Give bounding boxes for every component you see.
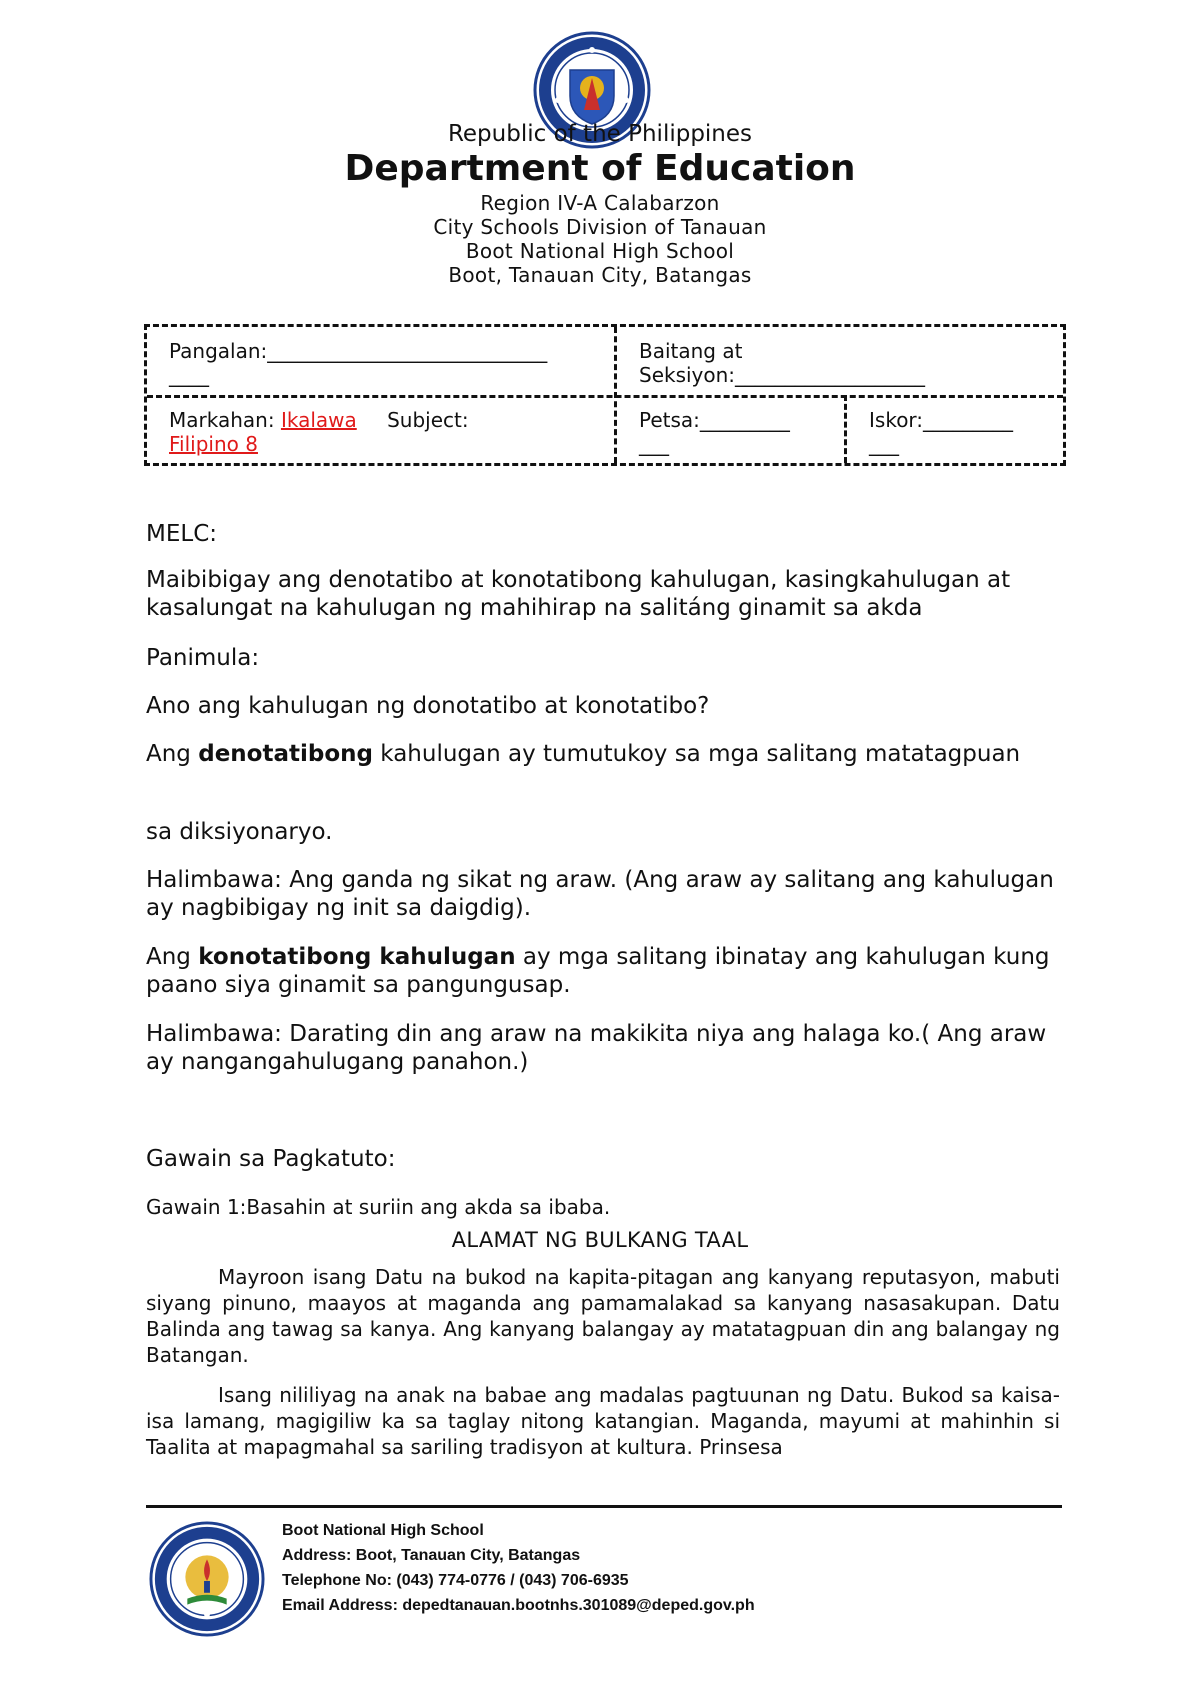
term-label: Markahan: [169, 408, 275, 432]
footer-divider [146, 1505, 1062, 1508]
name-field[interactable]: Pangalan:____________________________ ____ [169, 339, 548, 387]
date-field[interactable]: Petsa:_________ ___ [639, 408, 790, 456]
footer-address: Address: Boot, Tanauan City, Batangas [282, 1547, 581, 1564]
denotative-definition-cont: sa diksiyonaryo. [146, 819, 333, 845]
story-paragraph-2: Isang nililiyag na anak na babae ang madalas pagtuunan ng Datu. Bukod sa kaisa-isa lamang, magigiliw ka sa taglay nitong katangian. Maganda, mayumi at mahinhin si Taalita at mapagmahal sa sariling tradisyon at kultura. Prinsesa [146, 1383, 1060, 1459]
table-divider [844, 395, 847, 463]
student-info-table [144, 324, 1066, 466]
story-title: ALAMAT NG BULKANG TAAL [451, 1228, 749, 1252]
header-country: Republic of the Philippines [447, 121, 753, 147]
term-value: Ikalawa [280, 408, 357, 432]
example-1: Halimbawa: Ang ganda ng sikat ng araw. (Ang araw ay salitang ang kahulugan ay nagbibigay ng init sa daigdig). [146, 867, 1054, 921]
denotative-definition: Ang denotatibong kahulugan ay tumutukoy sa mga salitang matatagpuan [146, 741, 1021, 767]
footer-telephone: Telephone No: (043) 774-0776 / (043) 706-6935 [282, 1572, 629, 1589]
connotative-definition: Ang konotatibong kahulugan ay mga salitang ibinatay ang kahulugan kung paano siya ginamit sa pangungusap. [146, 944, 1050, 998]
name-label: Pangalan: [169, 339, 268, 363]
grade-label: Baitang at [639, 339, 743, 363]
story-paragraph-1: Mayroon isang Datu na bukod na kapita-pitagan ang kanyang reputasyon, mabuti siyang pinuno, maayos at maganda ang pamamalakad sa kanyang nasasakupan. Datu Balinda ang tawag sa kanya. Ang kanyang balangay ay matatagpuan din ang balangay ng Batangan. [146, 1265, 1060, 1367]
section-label: Seksiyon: [639, 363, 736, 387]
school-seal-icon [148, 1520, 266, 1638]
score-field[interactable]: Iskor:_________ ___ [869, 408, 1014, 456]
header-department: Department of Education [344, 148, 856, 189]
example-2: Halimbawa: Darating din ang araw na makikita niya ang halaga ko.( Ang araw ay nangangahulugang panahon.) [146, 1021, 1047, 1075]
score-label: Iskor: [869, 408, 924, 432]
header-region: Region IV-A Calabarzon [480, 191, 720, 215]
table-divider [147, 395, 1063, 398]
melc-label: MELC: [146, 521, 217, 547]
table-divider [614, 327, 617, 463]
footer-school: Boot National High School [282, 1522, 484, 1539]
subject-value: Filipino 8 [169, 432, 258, 456]
date-label: Petsa: [639, 408, 700, 432]
header-school: Boot National High School [465, 239, 735, 263]
melc-text: Maibibigay ang denotatibo at konotatibong kahulugan, kasingkahulugan at kasalungat na kahulugan ng mahihirap na salitáng ginamit sa akda [146, 567, 1011, 621]
activity-heading: Gawain sa Pagkatuto: [146, 1146, 396, 1172]
subject-label: Subject: [387, 408, 469, 432]
grade-section-field[interactable]: Baitang at Seksiyon:___________________ [639, 339, 926, 387]
term-subject-field [169, 408, 599, 456]
footer-email[interactable]: Email Address: depedtanauan.bootnhs.301089@deped.gov.ph [282, 1597, 755, 1614]
intro-label: Panimula: [146, 645, 260, 671]
connotative-term: konotatibong kahulugan [198, 944, 516, 970]
header-address: Boot, Tanauan City, Batangas [448, 263, 752, 287]
activity-1-instruction: Gawain 1:Basahin at suriin ang akda sa ibaba. [146, 1195, 611, 1219]
denotative-term: denotatibong [198, 741, 373, 767]
intro-question: Ano ang kahulugan ng donotatibo at konotatibo? [146, 693, 710, 719]
header-division: City Schools Division of Tanauan [433, 215, 767, 239]
